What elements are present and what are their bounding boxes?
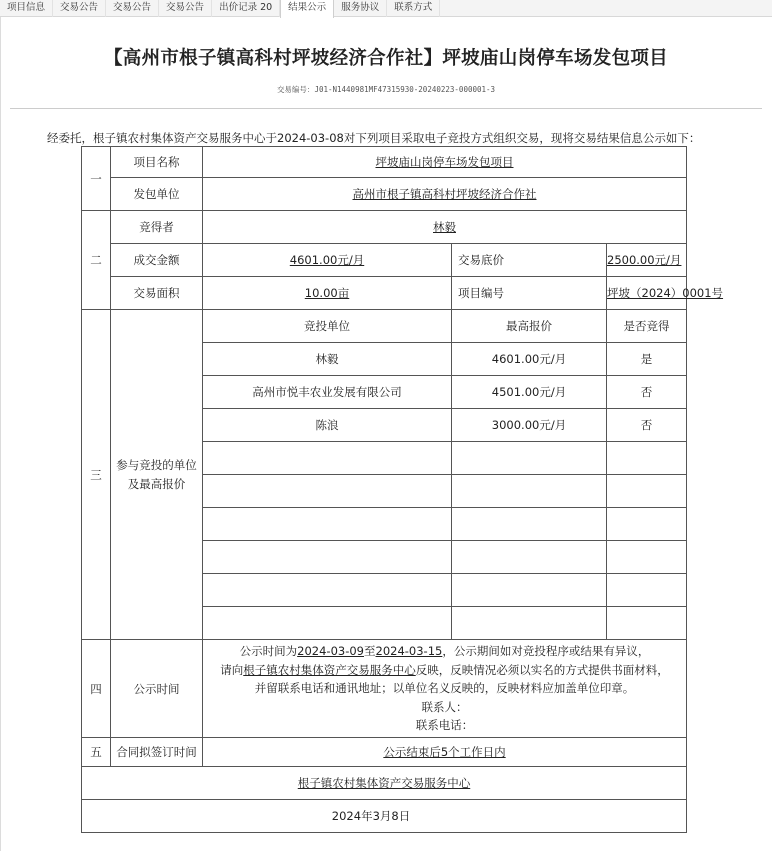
bidder-won bbox=[607, 574, 687, 607]
notice-start-date: 2024-03-09 bbox=[297, 644, 364, 659]
bidder-price bbox=[452, 574, 607, 607]
winner: 林毅 bbox=[433, 220, 456, 234]
table-row bbox=[82, 147, 687, 178]
project-name-cell bbox=[203, 147, 687, 178]
table-row bbox=[82, 244, 687, 277]
owner: 高州市根子镇高科村坪坡经济合作社 bbox=[352, 187, 537, 201]
project-name: 坪坡庙山岗停车场发包项目 bbox=[375, 155, 514, 169]
bidder-unit bbox=[203, 541, 452, 574]
owner-cell bbox=[203, 178, 687, 211]
notice-end-date: 2024-03-15 bbox=[375, 644, 443, 659]
bidder-won bbox=[607, 541, 687, 574]
tab-trade-notice-2[interactable]: 交易公告 bbox=[106, 0, 159, 17]
owner-label: 发包单位 bbox=[111, 178, 203, 211]
tab-service-agreement[interactable]: 服务协议 bbox=[334, 0, 387, 17]
code-cell bbox=[607, 277, 724, 310]
footer-org-cell bbox=[82, 767, 687, 800]
table-row bbox=[82, 277, 687, 310]
notice-line-2 bbox=[203, 661, 686, 680]
notice-text: 请向 bbox=[220, 662, 244, 677]
table-row bbox=[82, 310, 687, 343]
trade-number-value: J01-N1440981MF47315930-20240223-000001-3 bbox=[314, 85, 496, 94]
table-row bbox=[82, 767, 687, 800]
bidder-unit: 高州市悦丰农业发展有限公司 bbox=[203, 376, 452, 409]
table-row bbox=[82, 738, 687, 767]
amount: 4601.00元/月 bbox=[289, 253, 365, 267]
trade-number bbox=[0, 84, 772, 95]
bidder-won: 否 bbox=[607, 376, 687, 409]
tab-project-info[interactable]: 项目信息 bbox=[0, 0, 53, 17]
trade-number-label: 交易编号： bbox=[276, 85, 315, 94]
notice-text: 至 bbox=[364, 644, 376, 659]
tab-contact[interactable]: 联系方式 bbox=[387, 0, 440, 17]
tab-bid-records[interactable]: 出价记录 20 bbox=[212, 0, 280, 17]
amount-label: 成交金额 bbox=[111, 244, 203, 277]
table-row bbox=[82, 640, 687, 738]
bidder-won bbox=[607, 607, 687, 640]
table-row bbox=[82, 800, 687, 833]
contact-phone: 联系电话： bbox=[415, 718, 474, 733]
section-number: 四 bbox=[82, 640, 111, 738]
table-row bbox=[82, 211, 687, 244]
bidder-unit bbox=[203, 508, 452, 541]
section-number: 一 bbox=[82, 147, 111, 211]
notice-line-3: 并留联系电话和通讯地址；以单位名义反映的，反映材料应加盖单位印章。 bbox=[254, 681, 635, 696]
winner-cell bbox=[203, 211, 687, 244]
notice-line-1 bbox=[203, 642, 686, 661]
code-label: 项目编号 bbox=[452, 277, 607, 310]
area: 10.00亩 bbox=[304, 286, 350, 300]
bidders-header-won: 是否竞得 bbox=[607, 310, 687, 343]
area-label: 交易面积 bbox=[111, 277, 203, 310]
bidder-won bbox=[607, 508, 687, 541]
bidder-unit: 林毅 bbox=[203, 343, 452, 376]
tab-result-notice[interactable]: 结果公示 bbox=[280, 0, 334, 18]
floor-cell bbox=[607, 244, 687, 277]
notice-label: 公示时间 bbox=[111, 640, 203, 738]
bidder-price: 4501.00元/月 bbox=[452, 376, 607, 409]
notice-text: 反映，反映情况必须以实名的方式提供书面材料， bbox=[415, 662, 669, 677]
bidder-unit bbox=[203, 607, 452, 640]
amount-cell bbox=[203, 244, 452, 277]
table-row bbox=[82, 178, 687, 211]
floor-label: 交易底价 bbox=[452, 244, 607, 277]
bidder-price bbox=[452, 442, 607, 475]
bidder-won bbox=[607, 475, 687, 508]
bidder-won bbox=[607, 442, 687, 475]
winner-label: 竞得者 bbox=[111, 211, 203, 244]
bidder-won: 否 bbox=[607, 409, 687, 442]
contract-cell bbox=[203, 738, 687, 767]
tab-trade-notice-3[interactable]: 交易公告 bbox=[159, 0, 212, 17]
floor-price: 2500.00元/月 bbox=[607, 253, 682, 267]
page-title: 【高州市根子镇高科村坪坡经济合作社】坪坡庙山岗停车场发包项目 bbox=[103, 48, 668, 69]
notice-text: 公示时间为 bbox=[239, 644, 298, 659]
bidders-section-label: 参与竞投的单位及最高报价 bbox=[111, 310, 203, 640]
bidder-won: 是 bbox=[607, 343, 687, 376]
bidder-price bbox=[452, 508, 607, 541]
footer-org: 根子镇农村集体资产交易服务中心 bbox=[297, 776, 471, 790]
tab-bar bbox=[0, 0, 772, 17]
footer-date: 2024年3月8日 bbox=[82, 800, 687, 833]
section-number: 三 bbox=[82, 310, 111, 640]
section-number: 二 bbox=[82, 211, 111, 310]
project-name-label: 项目名称 bbox=[111, 147, 203, 178]
frame-border bbox=[0, 17, 1, 851]
bidder-unit bbox=[203, 442, 452, 475]
bidder-unit bbox=[203, 574, 452, 607]
project-code: 坪坡（2024）0001号 bbox=[607, 286, 724, 300]
section-number: 五 bbox=[82, 738, 111, 767]
contact-person: 联系人： bbox=[421, 699, 468, 714]
bidder-unit bbox=[203, 475, 452, 508]
bidders-header-unit: 竞投单位 bbox=[203, 310, 452, 343]
bidder-unit: 陈浪 bbox=[203, 409, 452, 442]
contract-time: 公示结束后5个工作日内 bbox=[383, 745, 506, 759]
bidder-price: 4601.00元/月 bbox=[452, 343, 607, 376]
notice-content bbox=[203, 640, 687, 738]
bidder-price bbox=[452, 607, 607, 640]
bidders-header-price: 最高报价 bbox=[452, 310, 607, 343]
divider bbox=[10, 108, 762, 109]
result-table bbox=[81, 146, 724, 833]
bidder-price: 3000.00元/月 bbox=[452, 409, 607, 442]
intro-text: 经委托，根子镇农村集体资产交易服务中心于2024-03-08对下列项目采取电子竞投方式组织交易，现将交易结果信息公示如下： bbox=[47, 131, 701, 145]
area-cell bbox=[203, 277, 452, 310]
contract-label: 合同拟签订时间 bbox=[111, 738, 203, 767]
tab-trade-notice-1[interactable]: 交易公告 bbox=[53, 0, 106, 17]
notice-center-name: 根子镇农村集体资产交易服务中心 bbox=[243, 662, 416, 677]
notice-text: ，公示期间如对竞投程序或结果有异议， bbox=[442, 644, 650, 659]
bidder-price bbox=[452, 541, 607, 574]
bidder-price bbox=[452, 475, 607, 508]
